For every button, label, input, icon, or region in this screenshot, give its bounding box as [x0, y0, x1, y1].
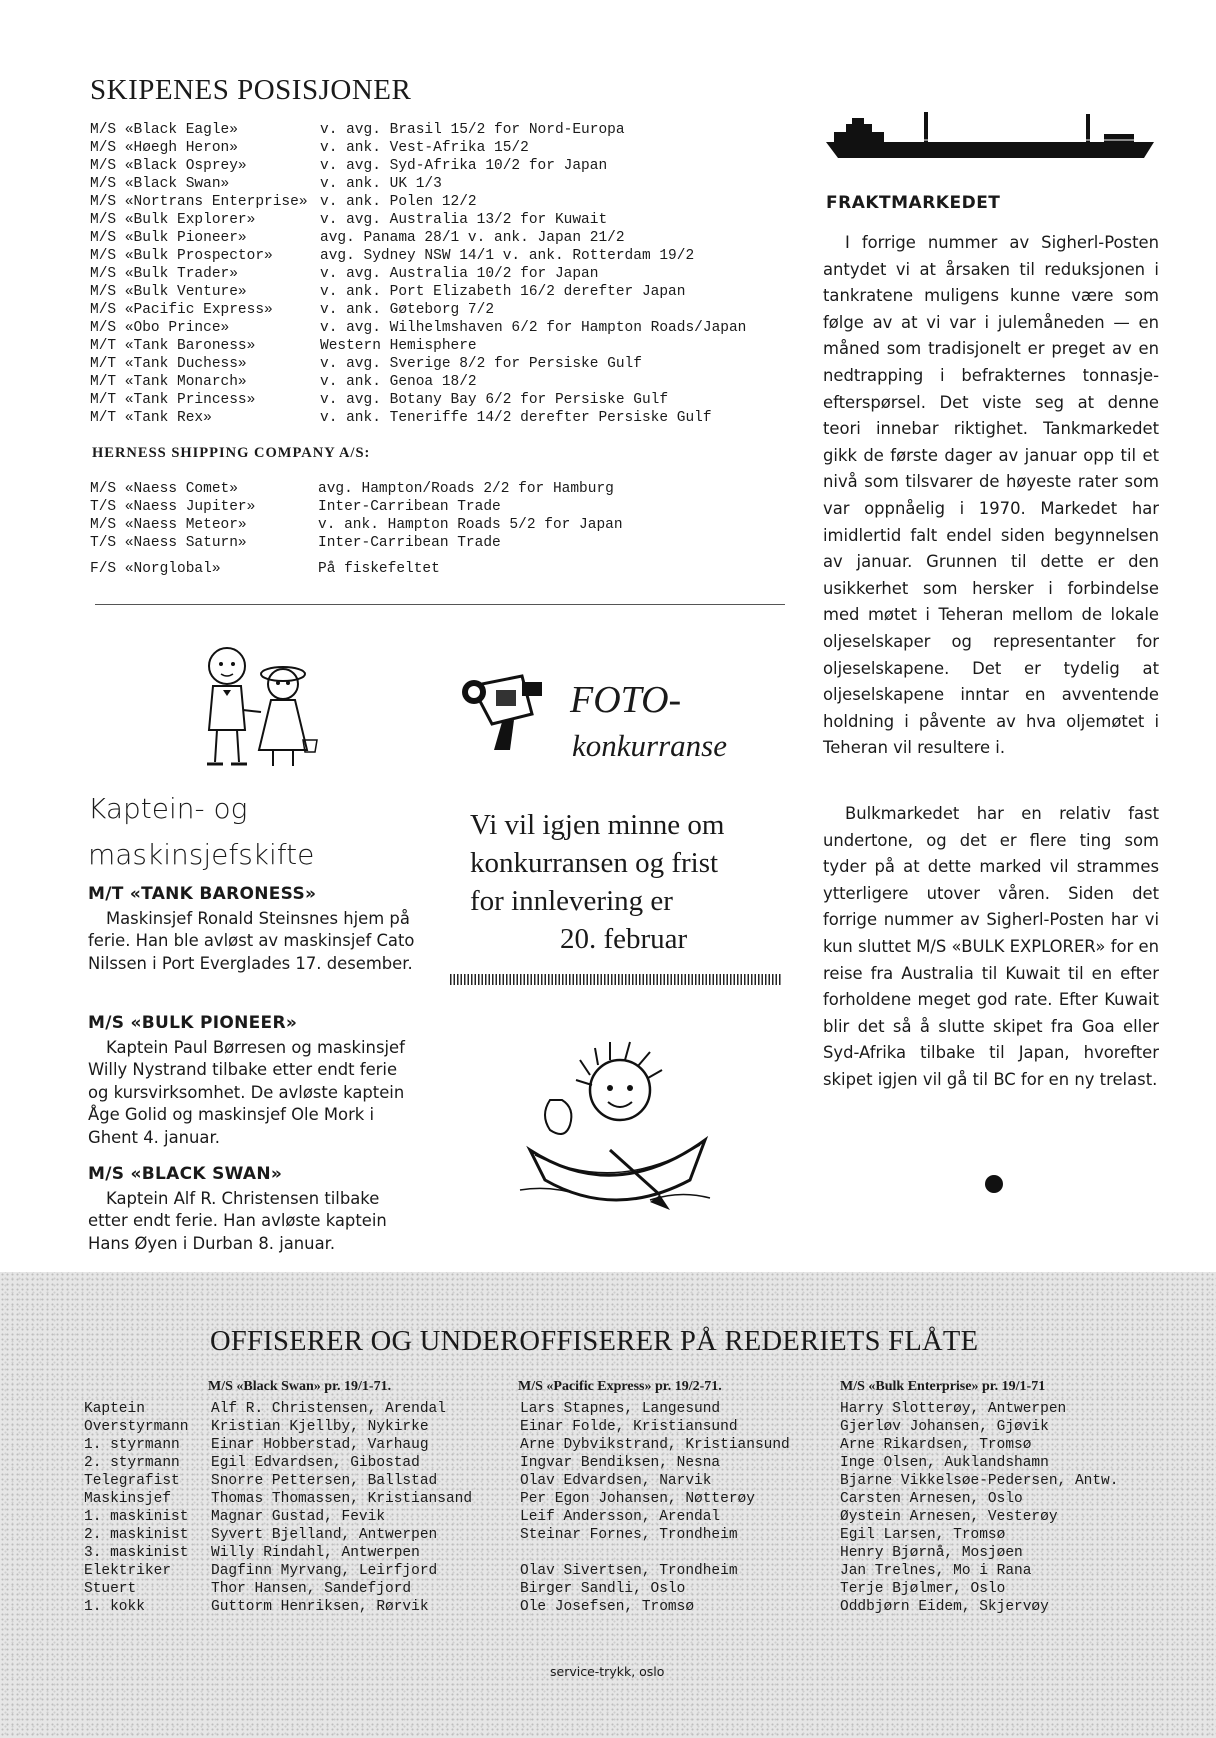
- ship-name: M/S «Black Eagle»: [90, 122, 238, 138]
- position-row: [90, 516, 790, 534]
- foto-line: for innlevering er: [470, 885, 673, 917]
- section-text-black-swan: [88, 1188, 418, 1255]
- officer-name: Olav Sivertsen, Trondheim: [520, 1563, 738, 1579]
- officer-name: Willy Rindahl, Antwerpen: [211, 1545, 420, 1561]
- pacific-express-officers: [520, 1400, 790, 1616]
- black-swan-officers: [211, 1400, 472, 1616]
- ship-name: T/S «Naess Jupiter»: [90, 499, 256, 515]
- ship-name: M/S «Bulk Pioneer»: [90, 230, 247, 246]
- ship-name: T/S «Naess Saturn»: [90, 535, 247, 551]
- troll-in-boat-illustration: [510, 1030, 720, 1215]
- officer-name: Birger Sandli, Oslo: [520, 1581, 686, 1597]
- section-divider: [95, 604, 785, 605]
- officer-name: Einar Folde, Kristiansund: [520, 1419, 738, 1435]
- position-row: [90, 355, 790, 373]
- officer-name: Oddbjørn Eidem, Skjervøy: [840, 1599, 1049, 1615]
- ship-status: v. avg. Australia 10/2 for Japan: [320, 266, 599, 282]
- foto-reminder-text: [470, 806, 800, 958]
- officer-name: [520, 1544, 790, 1562]
- fraktmarkedet-heading: FRAKTMARKEDET: [826, 193, 1001, 213]
- rank-label: Stuert: [84, 1581, 137, 1597]
- ranks-column: [84, 1400, 188, 1616]
- officer-name: Einar Hobberstad, Varhaug: [211, 1437, 429, 1453]
- position-row: [90, 247, 790, 265]
- officer-name: Guttorm Henriksen, Rørvik: [211, 1599, 429, 1615]
- ship-status: v. ank. Hampton Roads 5/2 for Japan: [318, 517, 623, 533]
- crew-change-heading: [88, 786, 408, 878]
- officer-name: Arne Dybvikstrand, Kristiansund: [520, 1437, 790, 1453]
- ship-status: v. ank. Port Elizabeth 16/2 derefter Japan: [320, 284, 686, 300]
- officers-title: OFFISERER OG UNDEROFFISERER PÅ REDERIETS FLÅTE: [210, 1326, 979, 1357]
- ship-name: M/S «Obo Prince»: [90, 320, 230, 336]
- officer-name: Ole Josefsen, Tromsø: [520, 1599, 695, 1615]
- position-row: [90, 193, 790, 211]
- position-row: [90, 391, 790, 409]
- ship-status: v. avg. Brasil 15/2 for Nord-Europa: [320, 122, 625, 138]
- printer-credit: service-trykk, oslo: [550, 1664, 665, 1679]
- rank-label: Overstyrmann: [84, 1419, 189, 1435]
- officer-name: Egil Larsen, Tromsø: [840, 1527, 1006, 1543]
- officer-name: Arne Rikardsen, Tromsø: [840, 1437, 1032, 1453]
- officer-name: Carsten Arnesen, Oslo: [840, 1491, 1023, 1507]
- position-row: [90, 139, 790, 157]
- rank-label: 3. maskinist: [84, 1545, 189, 1561]
- ship-status: avg. Panama 28/1 v. ank. Japan 21/2: [320, 230, 625, 246]
- position-row: [90, 211, 790, 229]
- position-row: [90, 534, 790, 552]
- officer-name: Harry Slotterøy, Antwerpen: [840, 1401, 1067, 1417]
- rank-label: 2. maskinist: [84, 1527, 189, 1543]
- ship-status: v. avg. Botany Bay 6/2 for Persiske Gulf: [320, 392, 669, 408]
- officer-name: Lars Stapnes, Langesund: [520, 1401, 721, 1417]
- column-head-bulk-enterprise: M/S «Bulk Enterprise» pr. 19/1-71: [840, 1379, 1046, 1394]
- position-row: [90, 121, 790, 139]
- rank-label: 1. maskinist: [84, 1509, 189, 1525]
- heading-line: maskinsjefskifte: [88, 838, 315, 871]
- position-row: [90, 175, 790, 193]
- column-head-black-swan: M/S «Black Swan» pr. 19/1-71.: [208, 1379, 392, 1394]
- ship-status: v. avg. Australia 13/2 for Kuwait: [320, 212, 608, 228]
- bulk-enterprise-officers: [840, 1400, 1118, 1616]
- ship-name: M/T «Tank Monarch»: [90, 374, 247, 390]
- foto-line: konkurransen og frist: [470, 847, 719, 879]
- ship-status: avg. Sydney NSW 14/1 v. ank. Rotterdam 19/2: [320, 248, 695, 264]
- position-row: [90, 498, 790, 516]
- ship-status: På fiskefeltet: [318, 561, 440, 577]
- foto-subtitle: konkurranse: [572, 728, 727, 763]
- page-title: SKIPENES POSISJONER: [90, 74, 412, 106]
- ship-status: v. ank. Genoa 18/2: [320, 374, 477, 390]
- ship-status: avg. Hampton/Roads 2/2 for Hamburg: [318, 481, 614, 497]
- ship-name: M/T «Tank Duchess»: [90, 356, 247, 372]
- officer-name: Magnar Gustad, Fevik: [211, 1509, 386, 1525]
- officer-name: Dagfinn Myrvang, Leirfjord: [211, 1563, 438, 1579]
- officer-name: Thomas Thomassen, Kristiansand: [211, 1491, 473, 1507]
- foto-title: FOTO-: [570, 679, 682, 721]
- officer-name: Alf R. Christensen, Arendal: [211, 1401, 446, 1417]
- officer-name: Henry Bjørnå, Mosjøen: [840, 1545, 1023, 1561]
- section-title-tank-baroness: M/T «TANK BARONESS»: [88, 884, 317, 904]
- paragraph-text: Maskinsjef Ronald Steinsnes hjem på ferie. Han ble avløst av maskinsjef Cato Nilssen i Port Everglades 17. desember.: [88, 909, 415, 973]
- ship-status: Inter-Carribean Trade: [318, 535, 501, 551]
- positions-list: [90, 121, 790, 427]
- ship-name: M/T «Tank Baroness»: [90, 338, 256, 354]
- position-row: [90, 229, 790, 247]
- position-row: [90, 319, 790, 337]
- paragraph-text: I forrige nummer av Sigherl-Posten antydet vi at årsaken til reduksjonen i tankratene muligens kunne være som følge av at vi var i julemåneden — en måned som tradisjonelt er preget av en nedtrapping i befrakternes tonnasje-efterspørsel. Det viste seg at denne teori innebar riktighet. Tankmarkedet gikk de første dager av januar opp til et nivå som tilsvarer de høyeste rater som var oppnåelig i 1970. Markedet har imidlertid falt endel siden begynnelsen av januar. Grunnen til dette er den usikkerhet som hersker i forbindelse med møtet i Teheran mellom de lokale oljeselskaper og representanter for oljeselskapene. Det er tydelig at oljeselskapene inntar en avventende holdning i påvente av hva oljemøtet i Teheran vil resultere i.: [823, 233, 1159, 758]
- position-row: [90, 337, 790, 355]
- bulkmarkedet-paragraph: [823, 801, 1159, 1094]
- position-row: [90, 283, 790, 301]
- ship-name: M/S «Bulk Venture»: [90, 284, 247, 300]
- rank-label: 1. styrmann: [84, 1437, 180, 1453]
- position-row: [90, 409, 790, 427]
- paragraph-text: Bulkmarkedet har en relativ fast undertone, og det er flere ting som tyder på at dette marked vil strammes ytterligere utover våren. Siden det forrige nummer av Sigherl-Posten har vi kun sluttet M/S «BULK EXPLORER» for en reise fra Australia til Kuwait til en efter forholdene meget god rate. Efter Kuwait blir det så å slutte skipet fra Goa eller Syd-Afrika tilbake til Japan, hvorefter skipet igjen vil gå til BC for en ny trelast.: [823, 804, 1159, 1089]
- heading-line: Kaptein- og: [88, 792, 248, 825]
- officer-name: Øystein Arnesen, Vesterøy: [840, 1509, 1058, 1525]
- position-row: [90, 301, 790, 319]
- section-text-bulk-pioneer: [88, 1037, 418, 1149]
- rank-label: 2. styrmann: [84, 1455, 180, 1471]
- officer-name: Per Egon Johansen, Nøtterøy: [520, 1491, 755, 1507]
- rank-label: Elektriker: [84, 1563, 172, 1579]
- foto-line: Vi vil igjen minne om: [470, 809, 725, 841]
- ship-status: v. ank. Teneriffe 14/2 derefter Persiske Gulf: [320, 410, 712, 426]
- foto-deadline: 20. februar: [560, 923, 688, 955]
- fraktmarkedet-paragraph: [823, 230, 1159, 762]
- ship-status: v. avg. Syd-Afrika 10/2 for Japan: [320, 158, 608, 174]
- section-title-black-swan: M/S «BLACK SWAN»: [88, 1164, 283, 1184]
- paragraph-text: Kaptein Alf R. Christensen tilbake etter endt ferie. Han avløste kaptein Hans Øyen i Durban 8. januar.: [88, 1189, 387, 1253]
- position-row: [90, 265, 790, 283]
- ship-status: Inter-Carribean Trade: [318, 499, 501, 515]
- officer-name: Kristian Kjellby, Nykirke: [211, 1419, 429, 1435]
- rank-label: 1. kokk: [84, 1599, 145, 1615]
- ship-name: M/S «Black Swan»: [90, 176, 230, 192]
- officer-name: Olav Edvardsen, Narvik: [520, 1473, 712, 1489]
- ship-status: v. ank. Vest-Afrika 15/2: [320, 140, 529, 156]
- ship-status: v. ank. Gøteborg 7/2: [320, 302, 495, 318]
- movie-camera-icon: [452, 664, 562, 754]
- rank-label: Maskinsjef: [84, 1491, 172, 1507]
- ship-status: v. ank. UK 1/3: [320, 176, 442, 192]
- ship-name: M/S «Høegh Heron»: [90, 140, 238, 156]
- officer-name: Jan Trelnes, Mo i Rana: [840, 1563, 1032, 1579]
- decorative-rule: [450, 974, 782, 985]
- officer-name: Thor Hansen, Sandefjord: [211, 1581, 412, 1597]
- herness-heading: HERNESS SHIPPING COMPANY A/S:: [92, 445, 371, 461]
- officer-name: Gjerløv Johansen, Gjøvik: [840, 1419, 1049, 1435]
- ship-name: M/S «Bulk Explorer»: [90, 212, 256, 228]
- paragraph-text: Kaptein Paul Børresen og maskinsjef Willy Nystrand tilbake etter endt ferie og kursvirksomhet. De avløste kaptein Åge Golid og maskinsjef Ole Mork i Ghent 4. januar.: [88, 1038, 405, 1147]
- officer-name: Leif Andersson, Arendal: [520, 1509, 721, 1525]
- ship-name: M/S «Pacific Express»: [90, 302, 273, 318]
- officer-name: Egil Edvardsen, Gibostad: [211, 1455, 420, 1471]
- officer-name: Snorre Pettersen, Ballstad: [211, 1473, 438, 1489]
- ship-name: M/S «Black Osprey»: [90, 158, 247, 174]
- tanker-ship-illustration: [824, 112, 1164, 166]
- section-title-bulk-pioneer: M/S «BULK PIONEER»: [88, 1013, 298, 1033]
- rank-label: Kaptein: [84, 1401, 145, 1417]
- ship-name: M/S «Nortrans Enterprise»: [90, 194, 308, 210]
- end-bullet: [985, 1175, 1003, 1193]
- rank-label: Telegrafist: [84, 1473, 180, 1489]
- ship-status: Western Hemisphere: [320, 338, 477, 354]
- ship-name: M/S «Naess Meteor»: [90, 517, 247, 533]
- herness-ships-list: [90, 480, 790, 578]
- ship-name: M/T «Tank Princess»: [90, 392, 256, 408]
- position-row: [90, 373, 790, 391]
- officer-name: Inge Olsen, Auklandshamn: [840, 1455, 1049, 1471]
- ship-name: M/S «Naess Comet»: [90, 481, 238, 497]
- position-row: [90, 157, 790, 175]
- ship-status: v. avg. Sverige 8/2 for Persiske Gulf: [320, 356, 642, 372]
- position-row: [90, 560, 790, 578]
- ship-name: M/S «Bulk Trader»: [90, 266, 238, 282]
- column-head-pacific-express: M/S «Pacific Express» pr. 19/2-71.: [518, 1379, 722, 1394]
- section-text-tank-baroness: [88, 908, 418, 975]
- officer-name: Terje Bjølmer, Oslo: [840, 1581, 1006, 1597]
- ship-status: v. avg. Wilhelmshaven 6/2 for Hampton Roads/Japan: [320, 320, 747, 336]
- cartoon-couple-illustration: [195, 640, 325, 780]
- officer-name: Steinar Fornes, Trondheim: [520, 1527, 738, 1543]
- position-row: [90, 480, 790, 498]
- officer-name: Syvert Bjelland, Antwerpen: [211, 1527, 438, 1543]
- ship-name: M/T «Tank Rex»: [90, 410, 212, 426]
- officer-name: Ingvar Bendiksen, Nesna: [520, 1455, 721, 1471]
- officer-name: Bjarne Vikkelsøe-Pedersen, Antw.: [840, 1473, 1119, 1489]
- ship-name: M/S «Bulk Prospector»: [90, 248, 273, 264]
- ship-name: F/S «Norglobal»: [90, 561, 221, 577]
- ship-status: v. ank. Polen 12/2: [320, 194, 477, 210]
